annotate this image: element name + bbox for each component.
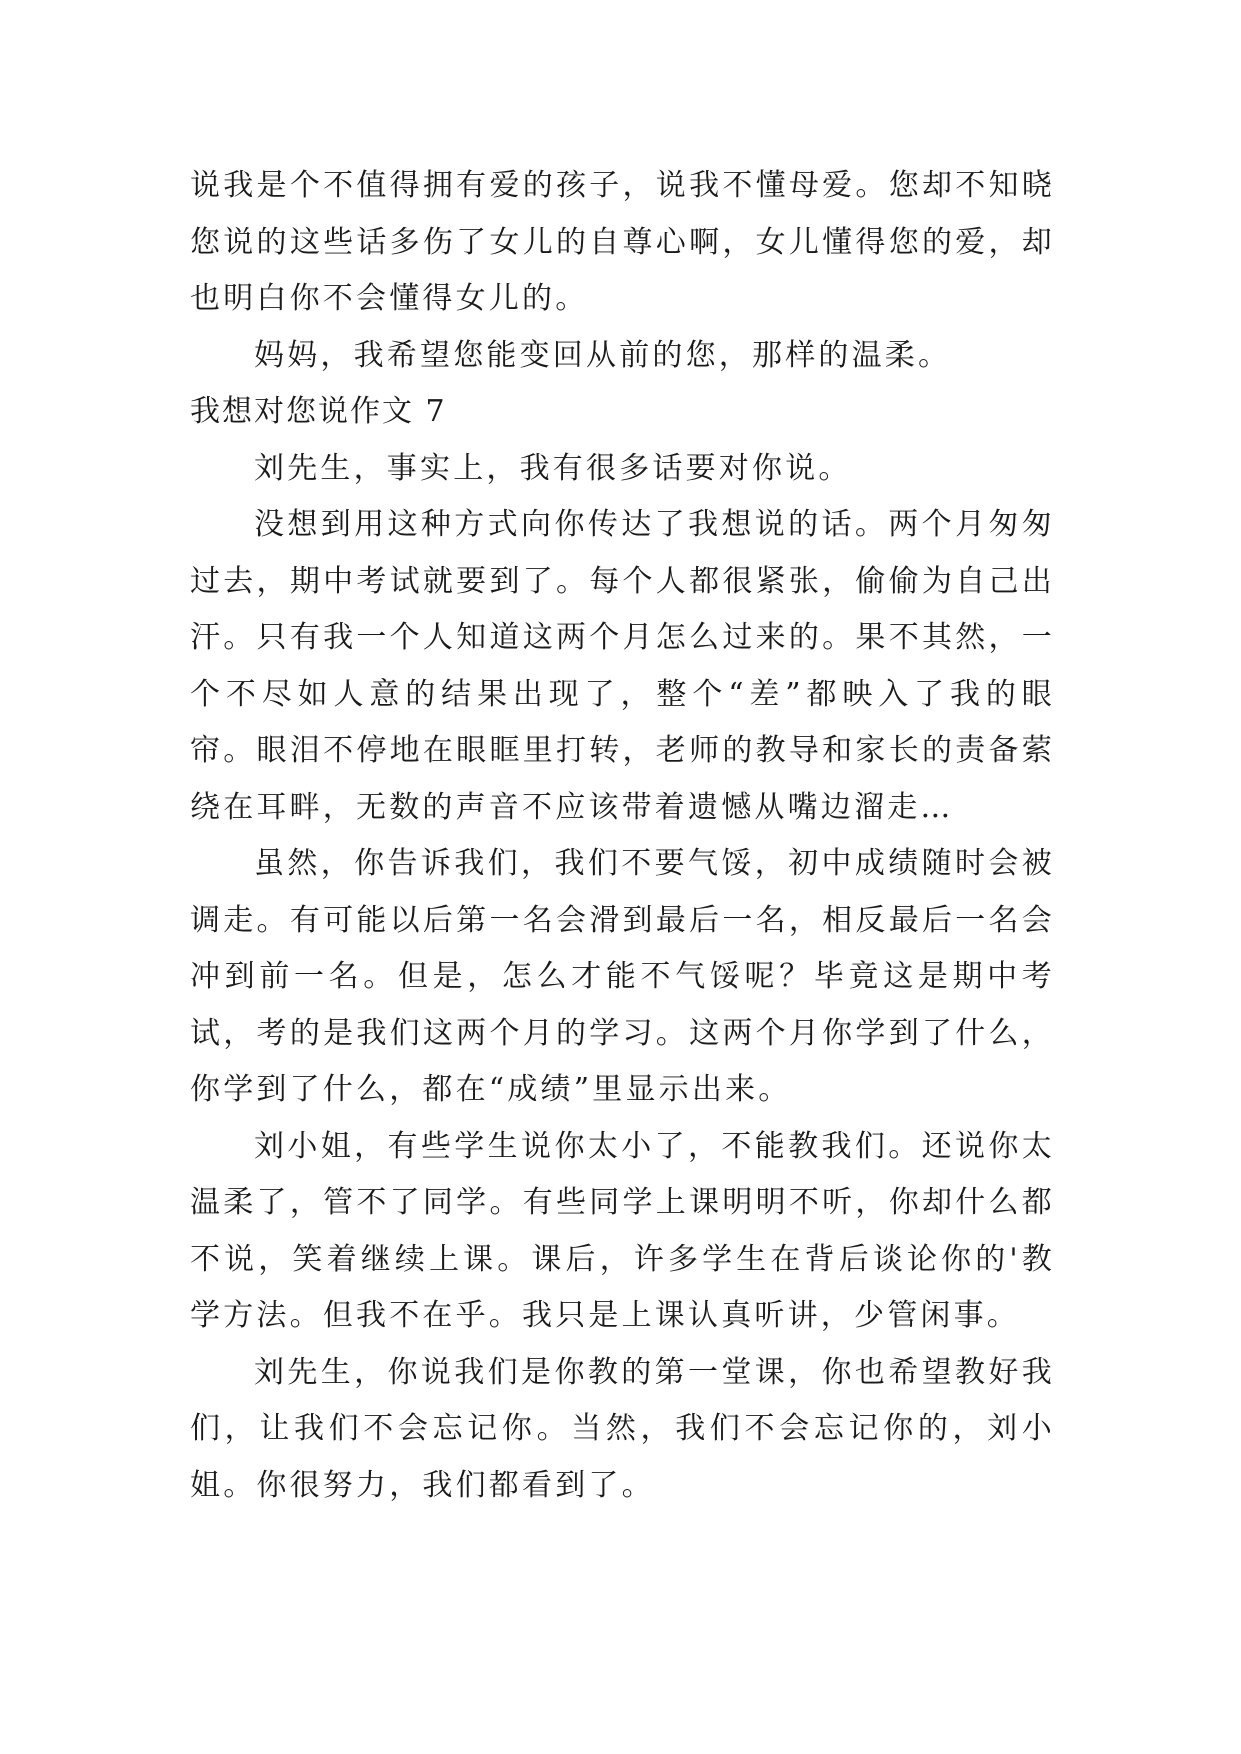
paragraph: 刘先生，你说我们是你教的第一堂课，你也希望教好我们，让我们不会忘记你。当然，我们不会忘记你的，刘小姐。你很努力，我们都看到了。 [190, 1354, 1055, 1503]
paragraph: 妈妈，我希望您能变回从前的您，那样的温柔。 [254, 337, 952, 373]
paragraph: 刘小姐，有些学生说你太小了，不能教我们。还说你太温柔了，管不了同学。有些同学上课明明不听，你却什么都不说，笑着继续上课。课后，许多学生在背后谈论你的'教学方法。但我不在乎。我只是上课认真听讲，少管闲事。 [190, 1128, 1055, 1333]
document-body [190, 158, 1055, 1514]
paragraph: 说我是个不值得拥有爱的孩子，说我不懂母爱。您却不知晓您说的这些话多伤了女儿的自尊心啊，女儿懂得您的爱，却也明白你不会懂得女儿的。 [190, 168, 1055, 316]
paragraph: 虽然，你告诉我们，我们不要气馁，初中成绩随时会被调走。有可能以后第一名会滑到最后一名，相反最后一名会冲到前一名。但是，怎么才能不气馁呢？毕竟这是期中考试，考的是我们这两个月的学习。这两个月你学到了什么，你学到了什么，都在“成绩”里显示出来。 [190, 846, 1055, 1107]
section-heading: 我想对您说作文 7 [190, 394, 447, 429]
paragraph: 刘先生，事实上，我有很多话要对你说。 [254, 450, 852, 486]
paragraph: 没想到用这种方式向你传达了我想说的话。两个月匆匆过去，期中考试就要到了。每个人都很紧张，偷偷为自己出汗。只有我一个人知道这两个月怎么过来的。果不其然，一个不尽如人意的结果出现了，整个“差”都映入了我的眼帘。眼泪不停地在眼眶里打转，老师的教导和家长的责备萦绕在耳畔，无数的声音不应该带着遗憾从嘴边溜走… [190, 507, 1055, 825]
